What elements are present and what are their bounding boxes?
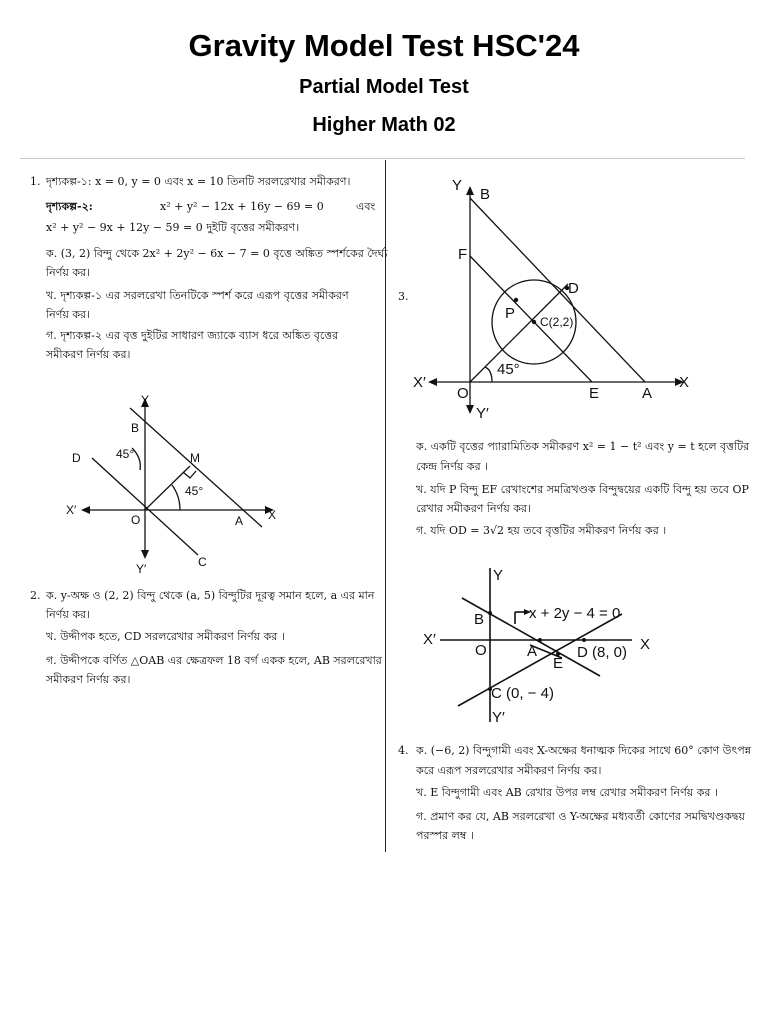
part-ga-line1: গ. দৃশ্যকল্প-২ এর বৃত্ত দুইটির সাধারণ জ্যাকে ব্যাস ধরে অঙ্কিত বৃত্তের xyxy=(46,329,339,342)
page-title: Gravity Model Test HSC'24 xyxy=(188,28,580,63)
point-p xyxy=(514,298,518,302)
part-ka-line1: ক. y-অক্ষ ও (2, 2) বিন্দু থেকে (a, 5) বিন্দুটির দূরত্ব সমান হলে, a এর মান xyxy=(46,589,375,602)
question-number: 4. xyxy=(398,744,409,757)
figure-1 xyxy=(60,390,290,580)
question-number: 2. xyxy=(30,589,41,602)
part-kha-line1: খ. দৃশ্যকল্প-১ এর সরলরেখা তিনটিকে স্পর্শ করে এরূপ বৃত্তের সমীকরণ xyxy=(46,289,349,302)
arrow-up xyxy=(466,186,474,195)
part-ka-line2: কেন্দ্র নির্ণয় কর । xyxy=(416,460,489,473)
label-angle-2: 45° xyxy=(185,484,204,498)
line-ba xyxy=(470,198,645,382)
part-ga-line2: সমীকরণ নির্ণয় কর। xyxy=(46,348,131,361)
part-ka-line2: করে এরূপ সরলরেখার সমীকরণ নির্ণয় কর। xyxy=(416,764,602,777)
label-b: B xyxy=(131,421,140,435)
label-d: D (8, 0) xyxy=(577,644,628,661)
scenario-2-eq1: x² + y² − 12x + 16y − 69 = 0 xyxy=(160,200,324,213)
label-a: A xyxy=(642,385,653,402)
top-divider xyxy=(20,158,745,159)
subject-title: Higher Math 02 xyxy=(312,114,456,136)
label-b: B xyxy=(474,611,485,628)
point-d xyxy=(582,638,586,642)
label-e: E xyxy=(553,655,564,672)
part-ga-line1: গ. প্রমাণ কর যে, AB সরলরেখা ও Y-অক্ষের মধ্যবর্তী কোণের সমদ্বিখণ্ডকদ্বয় xyxy=(416,810,745,823)
angle-arc-2 xyxy=(172,485,180,510)
part-ka-line2: নির্ণয় কর। xyxy=(46,608,91,621)
part-ga-line2: সমীকরণ নির্ণয় কর। xyxy=(46,673,131,686)
part-ka-line1: ক. (−6, 2) বিন্দুগামী এবং X-অক্ষের ধনাত্মক দিকের সাথে 60° কোণ উৎপন্ন xyxy=(416,744,751,757)
label-x-prime: X′ xyxy=(413,374,426,391)
label-a: A xyxy=(527,643,538,660)
point-b xyxy=(488,611,492,615)
part-kha-line2: রেখার সমীকরণ নির্ণয় কর। xyxy=(416,502,531,515)
label-e: E xyxy=(589,385,600,402)
label-x-prime: X′ xyxy=(423,631,436,648)
label-a: A xyxy=(235,514,244,528)
label-p: P xyxy=(505,305,516,322)
label-o: O xyxy=(475,642,487,659)
label-angle: 45° xyxy=(497,361,520,378)
label-y: Y xyxy=(452,177,463,194)
part-ka-line1: ক. (3, 2) বিন্দু থেকে 2x² + 2y² − 6x − 7 = 0 বৃত্তে অঙ্কিত স্পর্শকের দৈর্ঘ্য xyxy=(46,247,388,260)
label-y-prime: Y′ xyxy=(476,405,489,422)
part-kha: খ. E বিন্দুগামী এবং AB রেখার উপর লম্ব রেখার সমীকরণ নির্ণয় কর । xyxy=(416,786,718,799)
label-c: C(2,2) xyxy=(540,315,574,329)
right-angle-mark xyxy=(183,471,196,478)
part-ka-line2: নির্ণয় কর। xyxy=(46,266,91,279)
point-c xyxy=(532,320,536,324)
question-number: 1. xyxy=(30,175,41,188)
figure-2 xyxy=(405,170,700,425)
label-c: C (0, − 4) xyxy=(491,685,554,702)
arrow-left xyxy=(428,378,437,386)
figure-3 xyxy=(415,560,665,732)
label-angle-1: 45° xyxy=(116,447,135,461)
label-x-prime: X′ xyxy=(66,503,77,517)
scenario-1: দৃশ্যকল্প-১: x = 0, y = 0 এবং x = 10 তিনটি সরলরেখার সমীকরণ। xyxy=(46,175,351,188)
scenario-2-label: দৃশ্যকল্প-২: xyxy=(46,200,93,213)
label-o: O xyxy=(457,385,469,402)
part-ga-line2: পরস্পর লম্ব । xyxy=(416,829,474,842)
label-m: M xyxy=(190,451,200,465)
arrow-left xyxy=(81,506,90,514)
label-x: X xyxy=(640,636,651,653)
part-kha: খ. উদ্দীপক হতে, CD সরলরেখার সমীকরণ নির্ণয় কর । xyxy=(46,630,285,643)
label-f: F xyxy=(458,246,468,263)
label-b: B xyxy=(480,186,491,203)
label-c: C xyxy=(198,555,207,569)
part-kha-line2: নির্ণয় কর। xyxy=(46,308,91,321)
label-d: D xyxy=(72,451,81,465)
label-d: D xyxy=(568,280,579,297)
arrow-down xyxy=(466,405,474,414)
question-3-number: 3. xyxy=(398,290,409,303)
part-kha-line1: খ. যদি P বিন্দু EF রেখাংশের সমত্রিখণ্ডক বিন্দুদ্বয়ের একটি বিন্দু হয় তবে OP xyxy=(416,483,749,496)
arrow-down xyxy=(141,550,149,559)
page-subtitle: Partial Model Test xyxy=(299,76,469,98)
label-y: Y xyxy=(141,393,150,407)
label-y: Y xyxy=(493,567,504,584)
part-ga: গ. যদি OD = 3√2 হয় তবে বৃত্তটির সমীকরণ নির্ণয় কর । xyxy=(416,524,667,537)
scenario-2-and: এবং xyxy=(356,200,376,213)
label-y-prime: Y′ xyxy=(136,562,147,576)
label-x: X xyxy=(679,374,690,391)
part-ga-line1: গ. উদ্দীপকে বর্ণিত △OAB এর ক্ষেত্রফল 18 বর্গ একক হলে, AB সরলরেখার xyxy=(46,654,382,667)
scenario-2-eq2: x² + y² − 9x + 12y − 59 = 0 দুইটি বৃত্তের সমীকরণ। xyxy=(46,221,300,234)
label-y-prime: Y′ xyxy=(492,709,505,726)
label-x: X xyxy=(268,508,277,522)
label-o: O xyxy=(131,513,141,527)
label-line-eq: x + 2y − 4 = 0 xyxy=(529,605,621,622)
part-ka-line1: ক. একটি বৃত্তের প্যারামিতিক সমীকরণ x² = 1 − t² এবং y = t হলে বৃত্তটির xyxy=(416,440,750,453)
line-ab xyxy=(130,408,262,527)
point-a xyxy=(538,638,542,642)
angle-arc xyxy=(485,367,492,382)
